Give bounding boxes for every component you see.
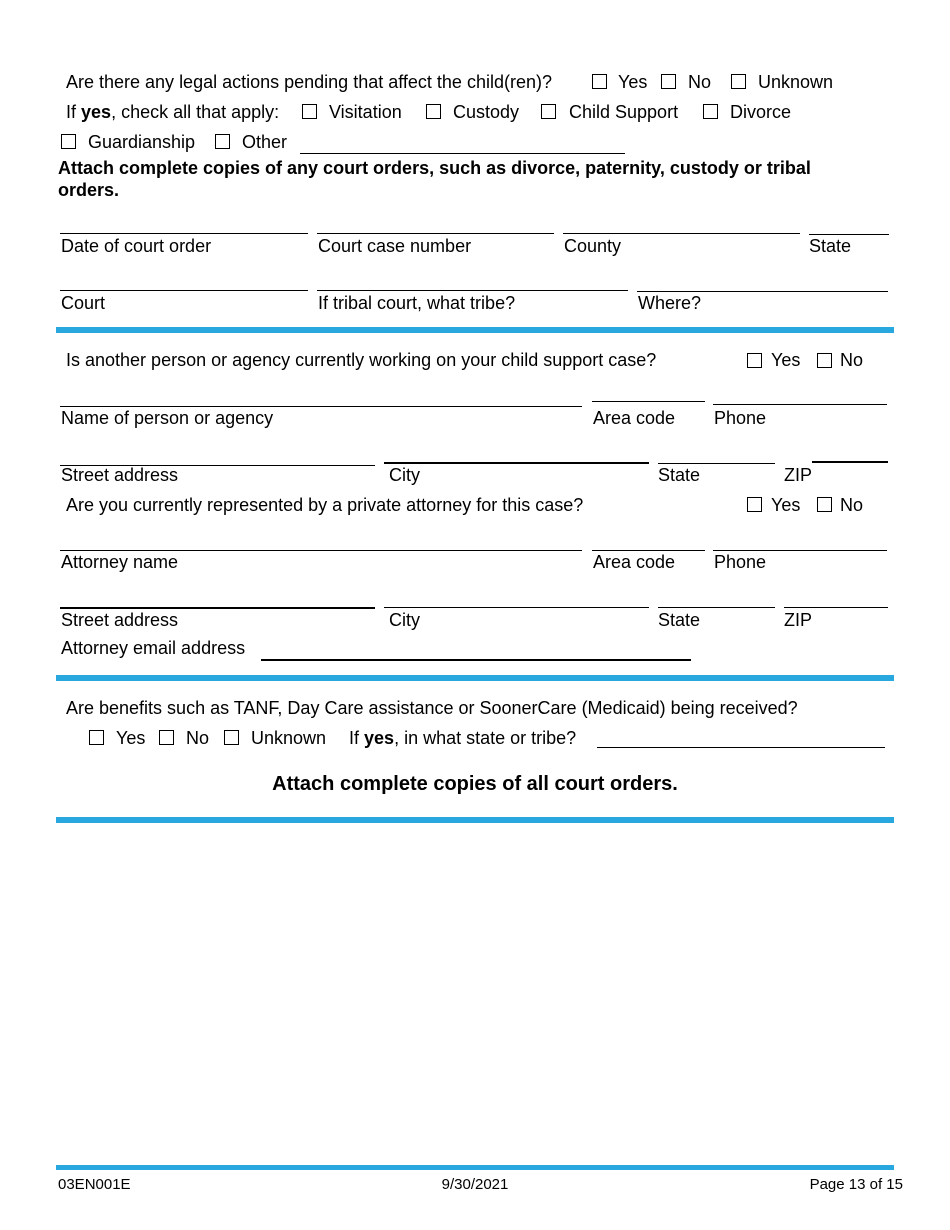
legal-yes-checkbox[interactable] — [592, 74, 607, 89]
agency-no-checkbox[interactable] — [817, 353, 832, 368]
agency-no-label: No — [840, 350, 864, 370]
other-checkbox[interactable] — [215, 134, 230, 149]
attorney-name-label: Attorney name — [61, 552, 179, 572]
legal-no-label: No — [688, 72, 712, 92]
attorney-yes-label: Yes — [771, 495, 801, 515]
benefits-state-tribe-line[interactable] — [597, 747, 885, 748]
attorney-email-line[interactable] — [261, 659, 691, 661]
footer-page-number: Page 13 of 15 — [809, 1176, 903, 1193]
benefits-no-label: No — [186, 728, 210, 748]
date-of-court-order-line[interactable] — [60, 233, 308, 234]
benefits-yes-label: Yes — [116, 728, 146, 748]
county-label: County — [564, 236, 622, 256]
state-label: State — [809, 236, 852, 256]
agency-phone-line[interactable] — [713, 404, 887, 405]
benefits-if-yes-bold: yes — [364, 728, 395, 748]
attorney-question: Are you currently represented by a private attorney for this case? — [66, 495, 584, 515]
agency-yes-label: Yes — [771, 350, 801, 370]
attorney-yes-checkbox[interactable] — [747, 497, 762, 512]
benefits-question: Are benefits such as TANF, Day Care assistance or SoonerCare (Medicaid) being received? — [66, 698, 798, 718]
divorce-label: Divorce — [730, 102, 792, 122]
custody-label: Custody — [453, 102, 520, 122]
if-yes-bold: yes — [81, 102, 112, 122]
tribe-label: If tribal court, what tribe? — [318, 293, 516, 313]
agency-phone-label: Phone — [714, 408, 767, 428]
legal-question: Are there any legal actions pending that affect the child(ren)? — [66, 72, 552, 92]
child-support-checkbox[interactable] — [541, 104, 556, 119]
county-line[interactable] — [563, 233, 800, 234]
footer-rule — [56, 1165, 894, 1170]
court-label: Court — [61, 293, 106, 313]
benefits-if-suffix: , in what state or tribe? — [394, 728, 577, 748]
if-prefix: If — [66, 102, 82, 122]
section-divider-2 — [56, 675, 894, 681]
benefits-no-checkbox[interactable] — [159, 730, 174, 745]
tribe-line[interactable] — [317, 290, 628, 291]
agency-city-line[interactable] — [384, 462, 649, 464]
visitation-checkbox[interactable] — [302, 104, 317, 119]
other-label: Other — [242, 132, 288, 152]
court-case-number-label: Court case number — [318, 236, 472, 256]
attorney-no-checkbox[interactable] — [817, 497, 832, 512]
agency-area-code-line[interactable] — [592, 401, 705, 402]
attach-court-orders-note: Attach complete copies of any court orders, such as divorce, paternity, custody or tribal orders. — [58, 158, 811, 200]
attorney-state-label: State — [658, 610, 701, 630]
footer-date: 9/30/2021 — [441, 1176, 509, 1193]
attorney-email-label: Attorney email address — [61, 638, 246, 658]
visitation-label: Visitation — [329, 102, 402, 122]
section-divider-3 — [56, 817, 894, 823]
agency-city-label: City — [389, 465, 420, 485]
agency-zip-label: ZIP — [784, 465, 813, 485]
divorce-checkbox[interactable] — [703, 104, 718, 119]
court-line[interactable] — [60, 290, 308, 291]
attorney-no-label: No — [840, 495, 864, 515]
benefits-yes-checkbox[interactable] — [89, 730, 104, 745]
guardianship-label: Guardianship — [88, 132, 196, 152]
legal-unknown-label: Unknown — [758, 72, 834, 92]
benefits-unknown-label: Unknown — [251, 728, 327, 748]
attorney-zip-label: ZIP — [784, 610, 813, 630]
legal-no-checkbox[interactable] — [661, 74, 676, 89]
agency-zip-line[interactable] — [812, 461, 888, 463]
agency-street-label: Street address — [61, 465, 179, 485]
legal-if-yes-text — [66, 101, 279, 123]
attorney-street-label: Street address — [61, 610, 179, 630]
agency-area-code-label: Area code — [593, 408, 676, 428]
attorney-city-line[interactable] — [384, 607, 649, 608]
where-label: Where? — [638, 293, 702, 313]
custody-checkbox[interactable] — [426, 104, 441, 119]
benefits-if-yes-text — [349, 727, 576, 749]
legal-yes-label: Yes — [618, 72, 648, 92]
attorney-state-line[interactable] — [658, 607, 775, 608]
child-support-label: Child Support — [569, 102, 679, 122]
court-case-number-line[interactable] — [317, 233, 554, 234]
legal-unknown-checkbox[interactable] — [731, 74, 746, 89]
agency-name-label: Name of person or agency — [61, 408, 274, 428]
agency-yes-checkbox[interactable] — [747, 353, 762, 368]
benefits-if-prefix: If — [349, 728, 365, 748]
attorney-zip-line[interactable] — [784, 607, 888, 608]
attorney-city-label: City — [389, 610, 420, 630]
date-of-court-order-label: Date of court order — [61, 236, 212, 256]
if-suffix: , check all that apply: — [111, 102, 280, 122]
other-input-line[interactable] — [300, 153, 625, 154]
footer-form-id: 03EN001E — [58, 1176, 131, 1193]
attorney-area-code-label: Area code — [593, 552, 676, 572]
benefits-unknown-checkbox[interactable] — [224, 730, 239, 745]
agency-state-label: State — [658, 465, 701, 485]
attorney-phone-label: Phone — [714, 552, 767, 572]
agency-question: Is another person or agency currently working on your child support case? — [66, 350, 657, 370]
attach-all-court-orders: Attach complete copies of all court orders. — [272, 773, 678, 795]
section-divider-1 — [56, 327, 894, 333]
guardianship-checkbox[interactable] — [61, 134, 76, 149]
